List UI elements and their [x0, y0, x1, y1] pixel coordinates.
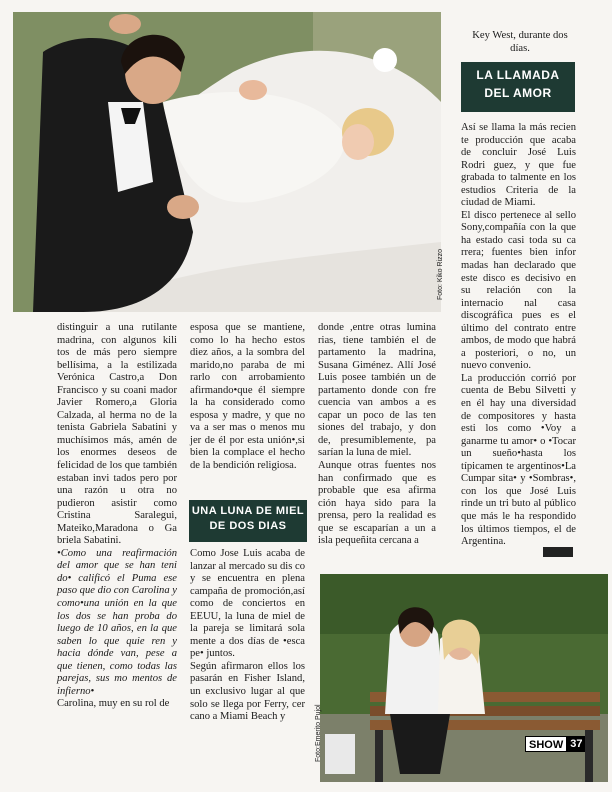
- paragraph: distinguir a una rutilante madrina, con algunos kili tos de más pero siempre bellísima, a la estilizada Verónica Castro,a Don Francisco y su coani mador Javier Romero,a Gloria Calzada, al herma no de la tenista Gabriela Sabatini y muchísimos más, amén de los enormes deseos de felicidad de los que también estaban invi tados pero por una razón u otra no pudieron asistir como Cristina Saralegui, Mateiko,Maradona o Ga briela Sabatini.: [57, 322, 177, 547]
- section-heading-luna-de-miel: [189, 500, 307, 542]
- heading-line: LA LLAMADA: [476, 68, 560, 82]
- paragraph: Key West, durante dos días.: [472, 30, 568, 54]
- section-heading-llamada-del-amor: [461, 62, 575, 112]
- paragraph: El disco pertenece al sello Sony,compañía con la que ha estado casi toda su ca rrera; fuentes bien infor madas han declarado que este disco es decisivo en su relación con la internacio nal casa discográfica pues es el último del contrato entre ambos, de modo que habrá a posteriori, o no, un nuevo convenio.: [461, 209, 576, 372]
- magazine-name: SHOW: [525, 736, 567, 752]
- paragraph: La producción corrió por cuenta de Bebu Silvetti y en él hay una diversidad de compositores y hasta esti los como •Voy a ganarme tu amor• o •Tocar un sueño•hasta los típicamen te argentinos•La Cumpar sita• y •Sombras•, con los que José Luis rinde un tri buto al público que más le ha respondido los últimos tiempos, el de Argentina.: [461, 372, 576, 548]
- article-column-3: [318, 322, 436, 548]
- article-column-2-top: [190, 322, 305, 473]
- paragraph: Aunque otras fuentes nos han confirmado que es probable que esa afirma ción haya sido para la prensa, pero la realidad es que se escaparían a un a isla pequeñita cercana a: [318, 460, 436, 547]
- heading-line: DEL AMOR: [484, 86, 552, 100]
- article-column-1: [57, 322, 177, 711]
- magazine-page-badge: [525, 736, 585, 752]
- photo-credit-bottom: Foto:Emerito Pujol: [315, 704, 322, 762]
- heading-line: DE DOS DIAS: [209, 520, 287, 532]
- paragraph: esposa que se mantiene, como lo ha hecho estos diez años, a la sombra del marido,no paraba de mi rarlo con arrobamiento afirmando•que él siempre la ha considerado como esposa y madre, y que no va a ser mas o menos mu jer de él por esta unión•,si bien la complace el hecho de la bendición religiosa.: [190, 322, 305, 472]
- paragraph: •Como una reafirmación del amor que se han teni do• calificó el Puma ese paso que dio con Carolina y como•una unión en la que los dos se han proba do luego de 10 años, en la que saben lo que quie ren y hacia dónde van, pese a que tienen, como todas las parejas, sus mo mentos de infierno•: [57, 547, 177, 697]
- page-number: 37: [567, 736, 585, 752]
- paragraph: Carolina, muy en su rol de: [57, 698, 170, 710]
- article-column-2-bottom: [190, 548, 305, 724]
- paragraph: donde ,entre otras lumina rias, tiene también el de partamento la madrina, Susana Giménez. Allí José Luis posee también un de partamento donde con fre cuencia van ambos a es capar un poco de las ten siones del trabajo, y don de, presumiblemente, pa sarían la luna de miel.: [318, 322, 436, 459]
- end-of-article-square: [543, 547, 573, 557]
- wedding-photo-illustration: [13, 12, 441, 312]
- article-column-4: [461, 122, 576, 549]
- article-column-4-top: [464, 30, 576, 55]
- paragraph: Según afirmaron ellos los pasarán en Fisher Island, un exclusivo lugar al que solo se llega por Ferry, cer cano a Miami Beach y: [190, 660, 305, 723]
- paragraph: Así se llama la más recien te producción que acaba de concluir José Luis Rodri guez, y que fue grabada to talmente en los estudios Criteria de la ciudad de Miami.: [461, 122, 576, 209]
- wedding-photo: [13, 12, 441, 312]
- photo-credit-top-vertical: Foto: Kiko Rizzo: [437, 249, 444, 300]
- paragraph: Como Jose Luis acaba de lanzar al mercado su dis co y se encuentra en plena campaña de promoción,así como de conciertos en EEUU, la luna de miel de la pareja se limitará sola mente a dos días de •esca pe• juntos.: [190, 548, 306, 660]
- heading-line: UNA LUNA DE MIEL: [191, 505, 305, 517]
